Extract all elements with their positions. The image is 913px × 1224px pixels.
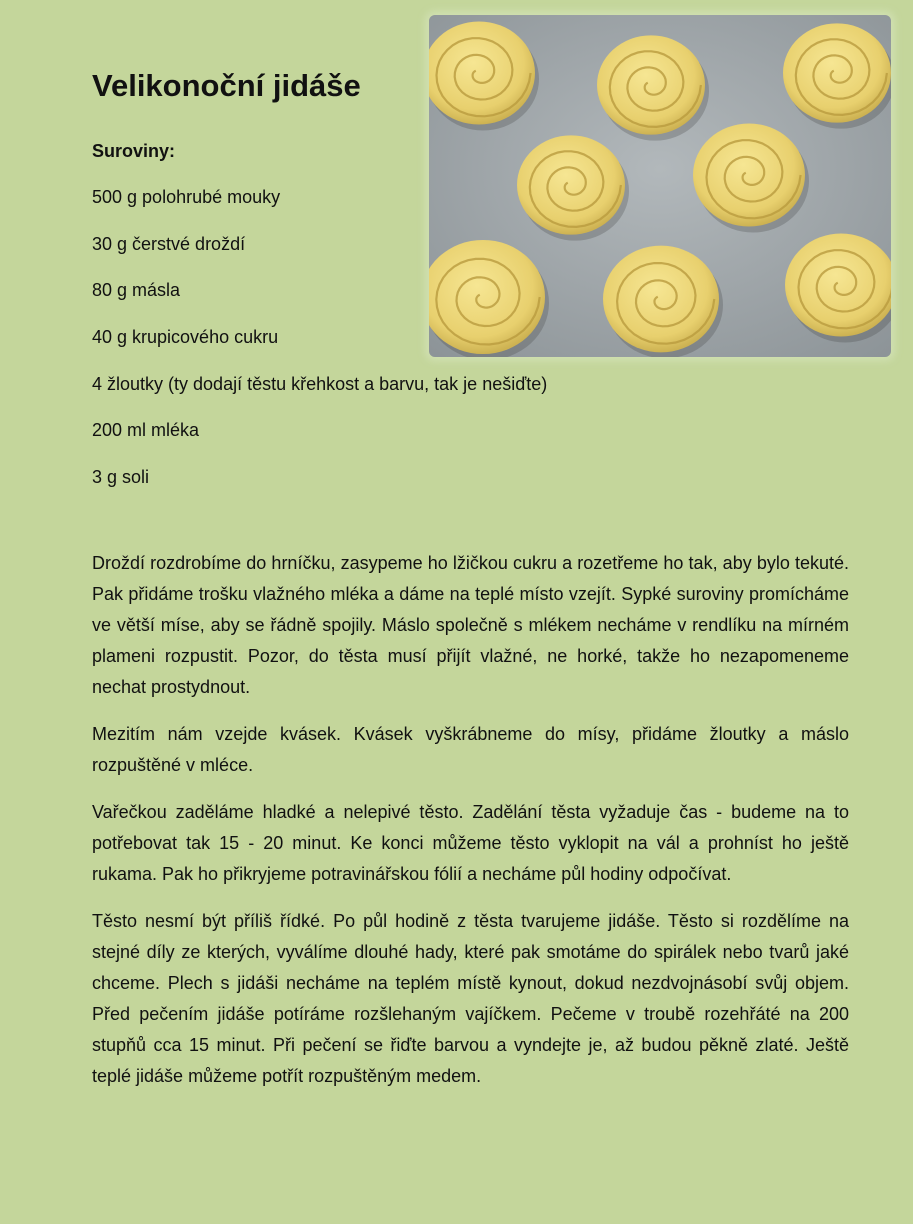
instructions bbox=[92, 548, 849, 1108]
instruction-paragraph: Těsto nesmí být příliš řídké. Po půl hodině z těsta tvarujeme jidáše. Těsto si rozdělíme na stejné díly ze kterých, vyválíme dlouhé hady, které pak smotáme do spirálek nebo tvarů jaké chceme. Plech s jidáši necháme na teplém místě kynout, dokud nezdvojnásobí svůj objem. Před pečením jidáše potíráme rozšlehaným vajíčkem. Pečeme v troubě rozehřáté na 200 stupňů cca 15 minut. Při pečení se řiďte barvou a vyndejte je, až budou pěkně zlaté. Ještě teplé jidáše můžeme potřít rozpuštěným medem. bbox=[92, 911, 849, 1086]
bun bbox=[693, 123, 805, 226]
ingredient-item: 40 g krupicového cukru bbox=[92, 327, 279, 348]
page-title: Velikonoční jidáše bbox=[92, 68, 361, 103]
instruction-paragraph: Vařečkou zaděláme hladké a nelepivé těsto. Zadělání těsta vyžaduje čas - budeme na to potřebovat tak 15 - 20 minut. Ke konci můžeme těsto vyklopit na vál a prohníst ho ještě rukama. Pak ho přikryjeme potravinářskou fólií a necháme půl hodiny odpočívat. bbox=[92, 802, 849, 884]
ingredient-item: 500 g polohrubé mouky bbox=[92, 187, 281, 207]
bun bbox=[603, 246, 719, 353]
ingredient-item: 30 g čerstvé droždí bbox=[92, 233, 246, 254]
ingredient-item: 80 g másla bbox=[92, 280, 181, 301]
instruction-paragraph: Mezitím nám vzejde kvásek. Kvásek vyškrábneme do mísy, přidáme žloutky a máslo rozpuštěné v mléce. bbox=[92, 724, 849, 775]
ingredients-heading: Suroviny: bbox=[92, 141, 176, 161]
ingredients-list bbox=[92, 185, 547, 512]
ingredient-item: 200 ml mléka bbox=[92, 420, 200, 441]
instruction-paragraph: Droždí rozdrobíme do hrníčku, zasypeme ho lžičkou cukru a rozetřeme ho tak, aby bylo tekuté. Pak přidáme trošku vlažného mléka a dáme na teplé místo vzejít. Sypké suroviny promícháme ve větší míse, aby se řádně spojily. Máslo společně s mlékem necháme v rendlíku na mírném plameni rozpustit. Pozor, do těsta musí přijít vlažné, ne horké, takže ho nezapomeneme nechat prostydnout. bbox=[92, 553, 849, 697]
ingredient-item: 3 g soli bbox=[92, 467, 150, 488]
ingredient-item: 4 žloutky (ty dodají těstu křehkost a barvu, tak je nešiďte) bbox=[92, 373, 548, 394]
